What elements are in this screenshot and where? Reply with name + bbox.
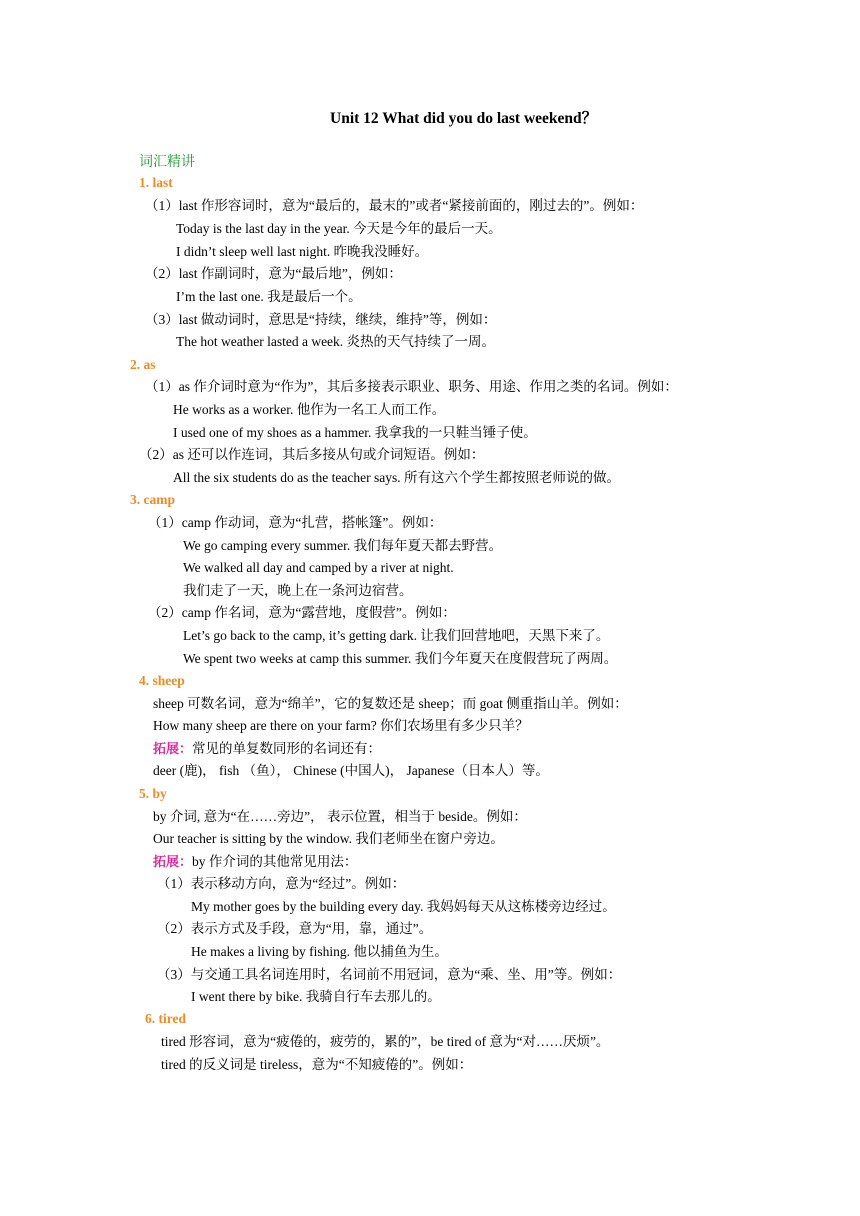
example-line: He works as a worker. 他作为一名工人而工作。 — [173, 402, 446, 417]
text-line: （3）last 做动词时，意思是“持续，继续，维持”等，例如： — [145, 312, 497, 327]
example-line: Today is the last day in the year. 今天是今年的最后一天。 — [176, 221, 502, 236]
text-line: tired 的反义词是 tireless，意为“不知疲倦的”。例如： — [161, 1057, 473, 1072]
extension-label: 拓展： — [153, 855, 193, 870]
page-title: Unit 12 What did you do last weekend？ — [330, 110, 598, 127]
text-line: （2）表示方式及手段，意为“用，靠，通过”。 — [157, 921, 433, 936]
text-line: tired 形容词，意为“疲倦的，疲劳的，累的”，be tired of 意为“对……厌烦”。 — [161, 1034, 610, 1049]
example-line: I used one of my shoes as a hammer. 我拿我的一只鞋当锤子使。 — [173, 425, 537, 440]
extension-text: 常见的单复数同形的名词还有： — [192, 741, 382, 756]
extension-text: by 作介词的其他常见用法： — [192, 854, 358, 869]
text-line: （1）camp 作动词，意为“扎营，搭帐篷”。例如： — [148, 515, 443, 530]
entry-heading-as: 2. as — [130, 357, 156, 372]
entry-heading-by: 5. by — [139, 786, 167, 801]
entry-heading-last: 1. last — [139, 175, 173, 190]
entry-heading-sheep: 4. sheep — [139, 673, 185, 688]
entry-heading-camp: 3. camp — [130, 492, 175, 507]
extension-label: 拓展： — [153, 742, 193, 757]
text-line: （1）last 作形容词时，意为“最后的，最末的”或者“紧接前面的，刚过去的”。例如： — [145, 198, 644, 213]
example-line: I went there by bike. 我骑自行车去那儿的。 — [191, 989, 441, 1004]
section-heading: 词汇精讲 — [139, 154, 195, 170]
extension-line — [153, 853, 357, 872]
entry-heading-tired: 6. tired — [145, 1011, 186, 1026]
example-line: 我们走了一天，晚上在一条河边宿营。 — [183, 583, 413, 598]
example-line: How many sheep are there on your farm? 你们农场里有多少只羊？ — [153, 718, 529, 733]
example-line: We go camping every summer. 我们每年夏天都去野营。 — [183, 538, 503, 553]
text-line: by 介词, 意为“在……旁边”， 表示位置，相当于 beside。例如： — [153, 809, 527, 824]
text-line: （1）表示移动方向，意为“经过”。例如： — [157, 876, 406, 891]
example-line: He makes a living by fishing. 他以捕鱼为生。 — [191, 944, 448, 959]
example-line: We walked all day and camped by a river at night. — [183, 560, 454, 575]
example-line: Our teacher is sitting by the window. 我们老师坐在窗户旁边。 — [153, 831, 504, 846]
example-line: I’m the last one. 我是最后一个。 — [176, 289, 362, 304]
example-line: All the six students do as the teacher says. 所有这六个学生都按照老师说的做。 — [173, 470, 620, 485]
extension-line — [153, 740, 381, 759]
text-line: （2）last 作副词时，意为“最后地”，例如： — [145, 266, 402, 281]
example-line: The hot weather lasted a week. 炎热的天气持续了一周。 — [176, 334, 496, 349]
example-line: Let’s go back to the camp, it’s getting dark. 让我们回营地吧，天黑下来了。 — [183, 628, 610, 643]
text-line: （2）camp 作名词，意为“露营地，度假营”。例如： — [148, 605, 456, 620]
text-line: （1）as 作介词时意为“作为”，其后多接表示职业、职务、用途、作用之类的名词。例如： — [145, 379, 678, 394]
text-line: （3）与交通工具名词连用时，名词前不用冠词，意为“乘、坐、用”等。例如： — [157, 967, 622, 982]
example-line: We spent two weeks at camp this summer. 我们今年夏天在度假营玩了两周。 — [183, 651, 618, 666]
example-line: I didn’t sleep well last night. 昨晚我没睡好。 — [176, 244, 429, 259]
text-line: （2）as 还可以作连词，其后多接从句或介词短语。例如： — [139, 447, 485, 462]
example-line: deer (鹿)， fish （鱼）， Chinese (中国人)， Japanese（日本人）等。 — [153, 763, 549, 778]
example-line: My mother goes by the building every day. 我妈妈每天从这栋楼旁边经过。 — [191, 899, 616, 914]
text-line: sheep 可数名词，意为“绵羊”，它的复数还是 sheep；而 goat 侧重指山羊。例如： — [153, 696, 628, 711]
